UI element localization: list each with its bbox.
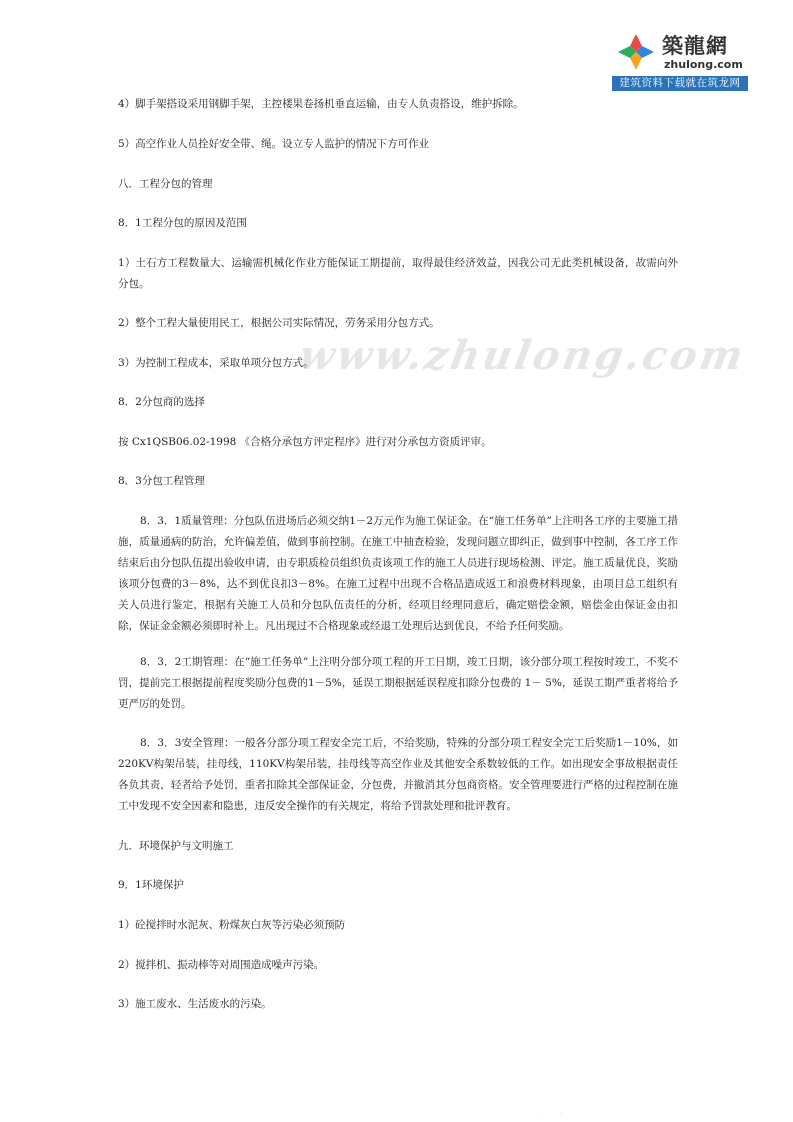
paragraph-cost-control: 3）为控制工程成本，采取单项分包方式。 bbox=[118, 357, 314, 369]
heading-9-1: 9．1环境保护 bbox=[118, 879, 184, 891]
logo-banner: 建筑资料下载就在筑龙网 bbox=[612, 76, 748, 91]
heading-8-3: 8．3分包工程管理 bbox=[118, 475, 205, 487]
paragraph-labor: 2）整个工程大量使用民工，根据公司实际情况，劳务采用分包方式。 bbox=[118, 317, 440, 329]
zhulong-logo bbox=[612, 26, 748, 92]
heading-8-2: 8．2分包商的选择 bbox=[118, 396, 205, 408]
paragraph-schedule: 8．3．2工期管理：在“施工任务单”上注明分部分项工程的开工日期，竣工日期，该分部分项工程按时竣工，不奖不罚，提前完工根据提前程度奖励分包费的1－5%，延误工期根据延误程度扣除分包费的 1－ 5%，延误工期严重者将给予更严厉的处罚。 bbox=[118, 656, 678, 710]
logo-chinese-name: 築龍網 bbox=[662, 34, 728, 58]
watermark: www.zhulong.com bbox=[295, 332, 750, 379]
paragraph-scaffold: 4）脚手架搭设采用钢脚手架，主控楼果卷扬机垂直运输，由专人负责搭设，维护拆除。 bbox=[118, 98, 524, 110]
heading-8-1: 8．1工程分包的原因及范围 bbox=[118, 217, 247, 229]
footer-dots: ·· bbox=[540, 1110, 582, 1119]
paragraph-noise: 2）搅拌机、振动棒等对周围造成噪声污染。 bbox=[118, 959, 325, 971]
paragraph-safety: 8．3．3安全管理：一般各分部分项工程安全完工后，不给奖励，特殊的分部分项工程安全完工后奖励1－10%，如220KV构架吊装，挂母线，110KV构架吊装，挂母线等高空作业及其他安全系数较低的工作。如出现安全事故根据责任各负其责，轻者给予处罚，重者扣除其全部保证金，分包费，并撤消其分包商资格。安全管理要进行严格的过程控制在施工中发现不安全因素和隐患，违反安全操作的有关规定，将给予罚款处理和批评教育。 bbox=[118, 737, 678, 812]
paragraph-wastewater: 3）施工废水、生活废水的污染。 bbox=[118, 998, 272, 1010]
paragraph-evaluation: 按 Cx1QSB06.02-1998 《合格分承包方评定程序》进行对分承包方资质评审。 bbox=[118, 436, 492, 448]
logo-pinwheel-icon bbox=[616, 32, 656, 72]
logo-domain: zhulong.com bbox=[664, 58, 743, 71]
heading-subcontract: 八．工程分包的管理 bbox=[118, 178, 213, 190]
paragraph-dust: 1）砼搅拌时水泥灰、粉煤灰白灰等污染必须预防 bbox=[118, 919, 346, 931]
paragraph-earthwork: 1）土石方工程数量大、运输需机械化作业方能保证工期提前，取得最佳经济效益，因我公司无此类机械设备，故需向外分包。 bbox=[118, 257, 678, 290]
paragraph-quality: 8．3．1质量管理：分包队伍进场后必须交纳1－2万元作为施工保证金。在“施工任务单”上注明各工序的主要施工措施，质量通病的防治，允许偏差值，做到事前控制。在施工中抽查检验，发现问题立即纠正，做到事中控制，各工序工作结束后由分包队伍提出验收申请，由专职质检员组织负责该项工作的施工人员进行现场检测、评定。施工质量优良，奖励该项分包费的3－8%，达不到优良扣3－8%。在施工过程中出现不合格品造成返工和浪费材料现象，由项目总工组织有关人员进行鉴定，根据有关施工人员和分包队伍责任的分析，经项目经理同意后，确定赔偿金额，赔偿金由保证金由扣除，保证金金额必须即时补上。凡出现过不合格现象或经退工处理后达到优良，不给予任何奖励。 bbox=[118, 515, 678, 632]
heading-environment: 九．环境保护与文明施工 bbox=[118, 840, 234, 852]
paragraph-high-altitude: 5）高空作业人员拴好安全带、绳。设立专人监护的情况下方可作业 bbox=[118, 138, 430, 150]
